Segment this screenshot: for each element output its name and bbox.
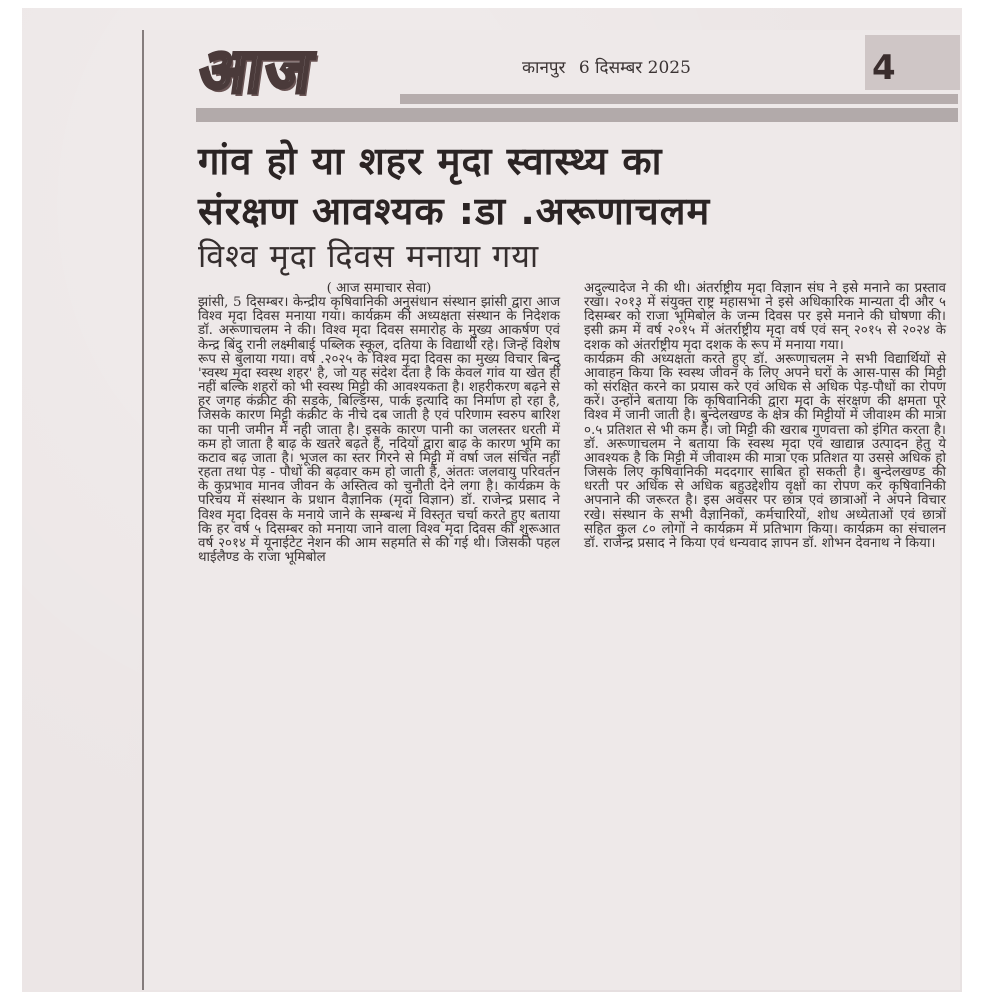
header-rule-top bbox=[400, 94, 958, 104]
masthead-logo-text: आज bbox=[194, 34, 319, 107]
article-column-1 bbox=[198, 282, 560, 565]
page-number: 4 bbox=[872, 48, 896, 88]
column-2-paragraph-1: अदुल्यादेज ने की थी। अंतर्राष्ट्रीय मृदा विज्ञान संघ ने इसे मनाने का प्रस्ताव रखा। २०१३ में संयुक्त राष्ट्र महासभा ने इसे अधिकारिक मान्यता दी और ५ दिसम्बर को राजा भूमिबोल के जन्म दिवस पर इसे मनाने की घोषणा की। इसी क्रम में वर्ष २०१५ में अंतर्राष्ट्रीय मृदा वर्ष एवं सन् २०१५ से २०२४ के दशक को अंतर्राष्ट्रीय मृदा दशक के रूप में मनाया गया। bbox=[584, 281, 946, 353]
dateline-date: 6 दिसम्बर 2025 bbox=[578, 58, 691, 78]
news-service-credit: ( आज समाचार सेवा) bbox=[326, 281, 432, 296]
subheadline: विश्व मृदा दिवस मनाया गया bbox=[198, 237, 540, 275]
clipping-cut-edge bbox=[142, 30, 144, 990]
headline-line-1: गांव हो या शहर मृदा स्वास्थ्य का bbox=[198, 139, 663, 183]
header-rule-bottom bbox=[196, 108, 958, 122]
column-2-paragraph-2: कार्यक्रम की अध्यक्षता करते हुए डॉ. अरूणाचलम ने सभी विद्यार्थियों से आवाहन किया कि स्वस्थ जीवन के लिए अपने घरों के आस-पास की मिट्टी को संरक्षित करने का प्रयास करे एवं अधिक से अधिक पेड़-पौधों का रोपण करें। उन्होंने बताया कि कृषिवानिकी द्वारा मृदा के संरक्षण की क्षमता पूरे विश्व में जानी जाती है। बुन्देलखण्ड के क्षेत्र की मिट्टीयों में जीवाश्म की मात्रा ०.५ प्रतिशत से भी कम है। जो मिट्टी की खराब गुणवत्ता को इंगित करता है। डॉ. अरूणाचलम ने बताया कि स्वस्थ मृदा एवं खाद्यान्न उत्पादन हेतु ये आवश्यक है कि मिट्टी में जीवाश्म की मात्रा एक प्रतिशत या उससे अधिक हो जिसके लिए कृषिवानिकी मददगार साबित हो सकती है। बुन्देलखण्ड की धरती पर अधिक से अधिक बहुउद्देशीय वृक्षों का रोपण कर कृषिवानिकी अपनाने की जरूरत है। इस अवसर पर छात्र एवं छात्राओं ने अपने विचार रखे। संस्थान के सभी वैज्ञानिकों, कर्मचारियों, शोध अध्येताओं एवं छात्रों सहित कुल ८० लोगों ने कार्यक्रम में प्रतिभाग किया। कार्यक्रम का संचालन डॉ. राजेन्द्र प्रसाद ने किया एवं धन्यवाद ज्ञापन डॉ. शोभन देवनाथ ने किया। bbox=[584, 351, 946, 551]
dateline bbox=[522, 55, 699, 78]
column-1-paragraph-1: झांसी, 5 दिसम्बर। केन्द्रीय कृषिवानिकी अनुसंधान संस्थान झांसी द्वारा आज विश्व मृदा दिवस मनाया गया। कार्यक्रम की अध्यक्षता संस्थान के निदेशक डॉ. अरूणाचलम ने की। विश्व मृदा दिवस समारोह के मुख्य आकर्षण एवं केन्द्र बिंदु रानी लक्ष्मीबाई पब्लिक स्कूल, दतिया के विद्यार्थी रहे। जिन्हें विशेष रूप से बुलाया गया। वर्ष .२०२५ के विश्व मृदा दिवस का मुख्य विचार बिन्दु 'स्वस्थ मृदा स्वस्थ शहर' है, जो यह संदेश देता है कि केवल गांव या खेत ही नहीं बल्कि शहरों को भी स्वस्थ मिट्टी की आवश्यकता है। शहरीकरण बढ़ने से हर जगह कंक्रीट की सड़के, बिल्डिंग्स, पार्क इत्यादि का निर्माण हो रहा है, जिसके कारण मिट्टी कंक्रीट के नीचे दब जाती है एवं परिणाम स्वरुप बारिश का पानी जमीन में नही जाता है। इसके कारण पानी का जलस्तर धरती में कम हो जाता है बाढ़ के खतरे बढ़ते हैं, नदियों द्वारा बाढ़ के कारण भूमि का कटाव बढ़ जाता है। भूजल का स्तर गिरने से मिट्टी में वर्षा जल संचित नहीं रहता तथा पेड़ - पौधों की बढ़वार कम हो जाती है, अंततः जलवायु परिवर्तन के कुप्रभाव मानव जीवन के अस्तित्व को चुनौती देने लगा है। कार्यक्रम के परिचय में संस्थान के प्रधान वैज्ञानिक (मृदा विज्ञान) डॉ. राजेन्द्र प्रसाद ने विश्व मृदा दिवस के मनाये जाने के सम्बन्ध में विस्तृत चर्चा करते हुए बताया कि हर वर्ष ५ दिसम्बर को मनाया जाने वाला विश्व मृदा दिवस की शुरूआत वर्ष २०१४ में यूनाईटेट नेशन की आम सहमति से की गई थी। जिसकी पहल थाईलैण्ड के राजा भूमिबोल bbox=[198, 295, 560, 565]
headline-line-2: संरक्षण आवश्यक :डा .अरूणाचलम bbox=[198, 189, 711, 233]
dateline-city: कानपुर bbox=[522, 58, 566, 78]
article-column-2 bbox=[584, 282, 946, 551]
